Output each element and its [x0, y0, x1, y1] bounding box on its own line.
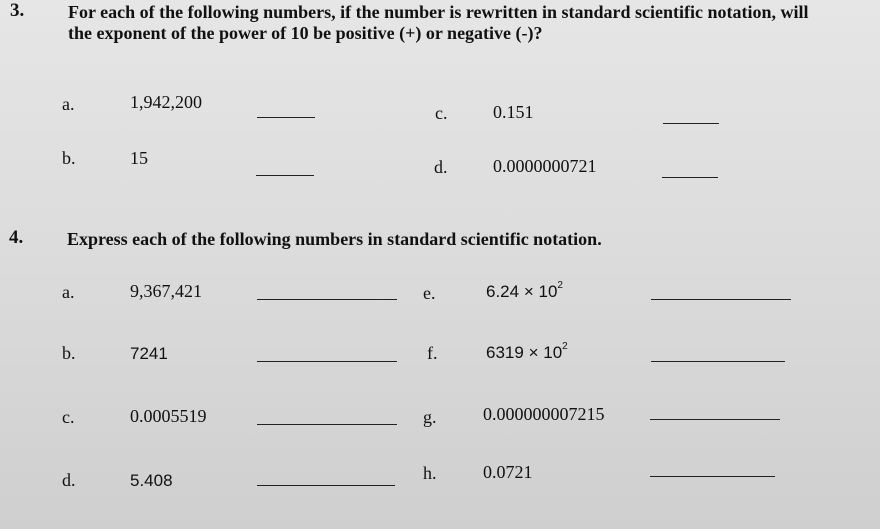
question-4-number: 4.	[9, 227, 24, 248]
question-3-text-line1: For each of the following numbers, if the number is rewritten in standard scientific notation, will	[68, 2, 809, 22]
q4-item-e-mantissa: 6.24	[486, 282, 520, 301]
q3-item-b-value: 15	[130, 148, 148, 168]
q4-item-f-answer-blank[interactable]	[651, 361, 785, 362]
question-3-text-line2: the exponent of the power of 10 be positive (+) or negative (-)?	[68, 23, 543, 43]
q3-item-c-value: 0.151	[493, 102, 534, 122]
q3-item-c-answer-blank[interactable]	[663, 123, 719, 124]
q4-item-a-label: a.	[62, 282, 75, 302]
q4-item-h-value: 0.0721	[483, 462, 533, 482]
q4-item-b-label: b.	[62, 343, 76, 363]
q3-item-d-answer-blank[interactable]	[662, 177, 718, 178]
q4-item-f-times: ×	[528, 343, 539, 362]
q3-item-d-label: d.	[434, 157, 448, 177]
question-4-text: Express each of the following numbers in standard scientific notation.	[67, 229, 602, 249]
question-3-number: 3.	[10, 0, 25, 21]
q4-item-c-label: c.	[62, 407, 75, 427]
q4-item-g-label: g.	[423, 407, 437, 427]
q4-item-e-label: e.	[423, 283, 436, 303]
q3-item-c-label: c.	[435, 103, 448, 123]
q3-item-b-label: b.	[62, 148, 76, 168]
q4-item-d-answer-blank[interactable]	[257, 485, 395, 486]
q4-item-f-base: 10	[543, 343, 563, 362]
q4-item-f-value	[486, 343, 568, 363]
q3-item-a-value: 1,942,200	[130, 92, 202, 112]
q3-item-d-value: 0.0000000721	[493, 156, 597, 176]
q3-item-a-answer-blank[interactable]	[257, 117, 315, 118]
q4-item-g-value: 0.000000007215	[483, 404, 605, 424]
q4-item-e-answer-blank[interactable]	[651, 299, 791, 300]
q4-item-d-value: 5.408	[130, 471, 173, 490]
q4-item-b-value: 7241	[130, 344, 168, 363]
q4-item-h-answer-blank[interactable]	[650, 476, 775, 477]
q4-item-b-answer-blank[interactable]	[257, 361, 397, 362]
q4-item-e-value	[486, 282, 563, 302]
q4-item-e-exponent: 2	[557, 280, 563, 292]
q4-item-e-base: 10	[538, 282, 558, 301]
q4-item-a-answer-blank[interactable]	[257, 299, 397, 300]
q3-item-a-label: a.	[62, 94, 75, 114]
q4-item-f-mantissa: 6319	[486, 343, 524, 362]
q4-item-e-times: ×	[523, 282, 534, 301]
q3-item-b-answer-blank[interactable]	[256, 175, 314, 176]
q4-item-f-label: f.	[427, 343, 438, 363]
q4-item-f-exponent: 2	[562, 341, 568, 353]
q4-item-g-answer-blank[interactable]	[650, 419, 780, 420]
q4-item-d-label: d.	[62, 470, 76, 490]
q4-item-h-label: h.	[423, 463, 437, 483]
q4-item-a-value: 9,367,421	[130, 281, 202, 301]
q4-item-c-answer-blank[interactable]	[257, 424, 397, 425]
q4-item-c-value: 0.0005519	[130, 406, 207, 426]
